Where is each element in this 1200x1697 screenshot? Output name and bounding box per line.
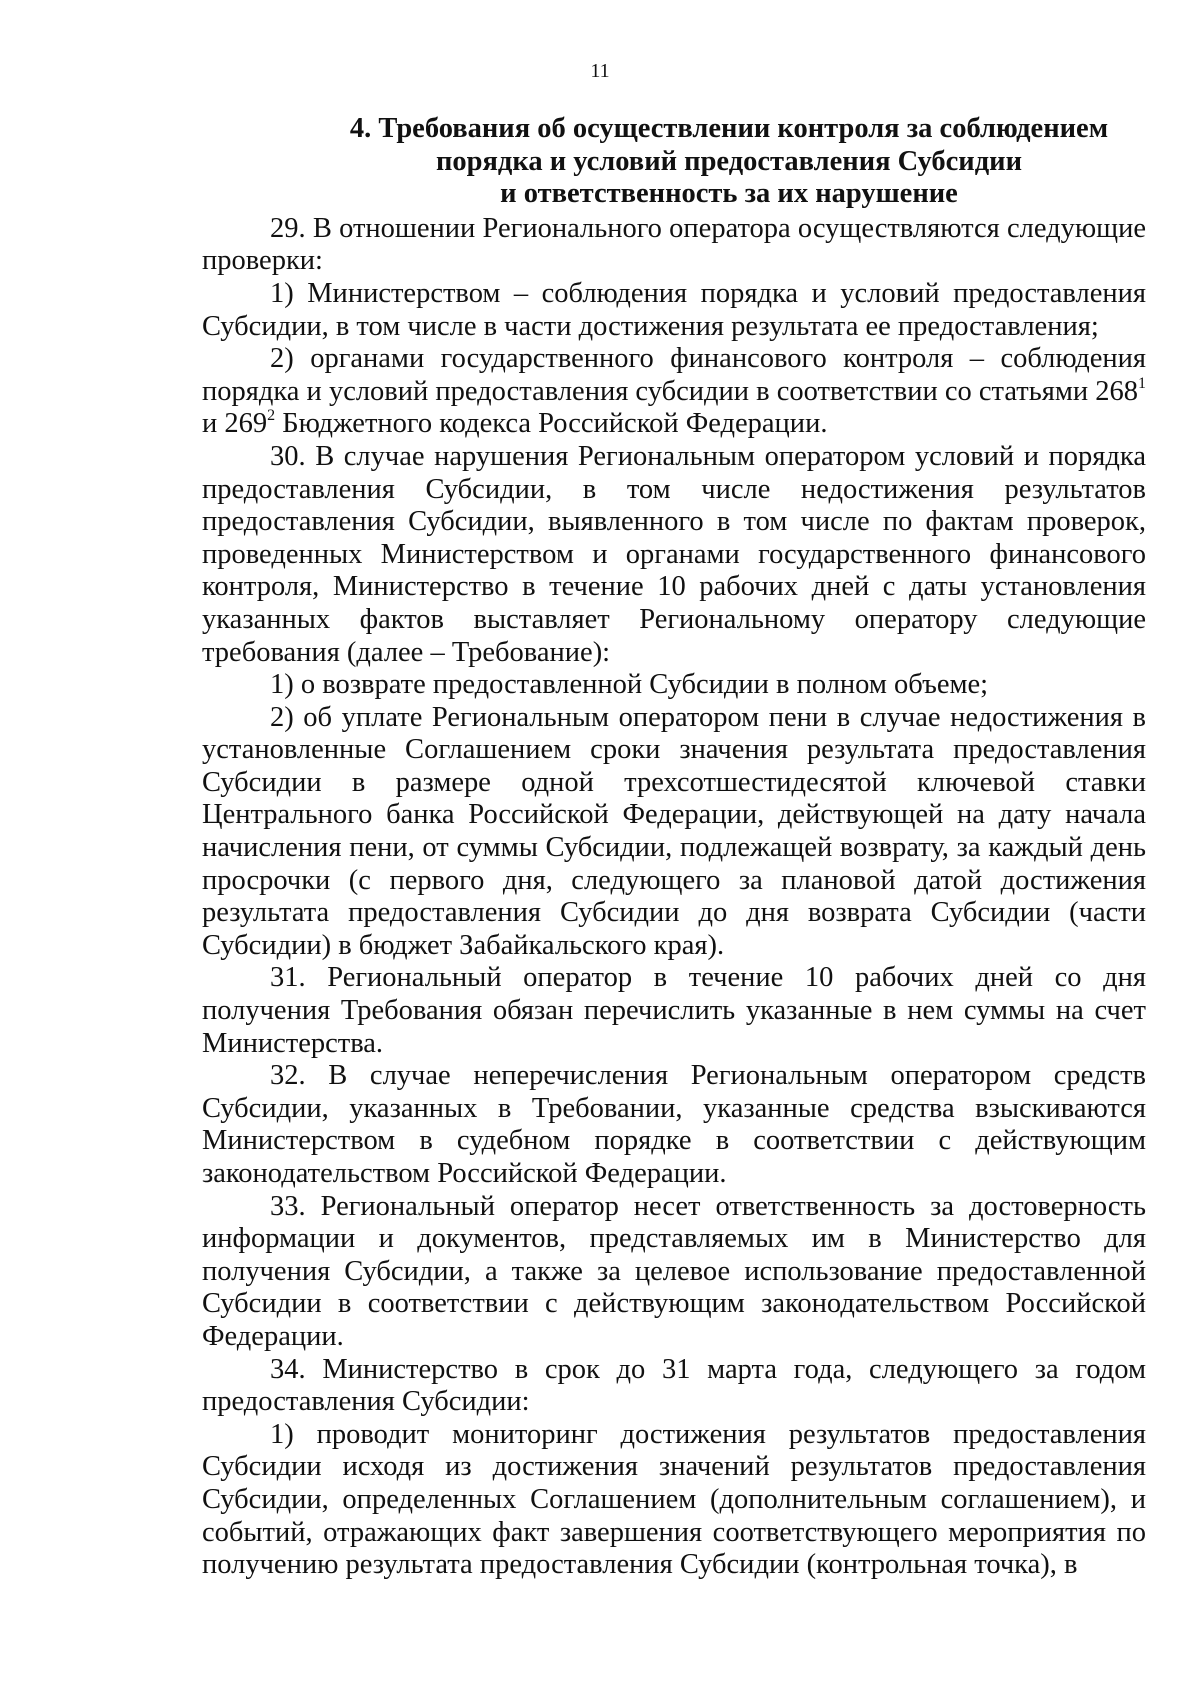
paragraph-29-item-2-text-b: и 269 [202, 408, 268, 440]
superscript-2: 2 [267, 407, 276, 425]
document-body [202, 113, 1146, 1582]
heading-line-1: 4. Требования об осуществлении контроля за соблюдением [349, 113, 1109, 144]
paragraph-30-item-2: 2) об уплате Региональным оператором пени в случае недостижения в установленные Соглашением сроки значения результата предоставления Субсидии в размере одной трехсотшестидесятой ключевой ставки Центрального банка Российской Федерации, действующей на дату начала начисления пени, от суммы Субсидии, подлежащей возврату, за каждый день просрочки (с первого дня, следующего за плановой датой достижения результата предоставления Субсидии до дня возврата Субсидии (части Субсидии) в бюджет Забайкальского края). [202, 701, 1146, 961]
paragraph-32: 32. В случае неперечисления Региональным оператором средств Субсидии, указанных в Требовании, указанные средства взыскиваются Министерством в судебном порядке в соответствии с действующим законодательством Российской Федерации. [202, 1060, 1146, 1189]
paragraph-31: 31. Региональный оператор в течение 10 рабочих дней со дня получения Требования обязан перечислить указанные в нем суммы на счет Министерства. [202, 962, 1146, 1059]
paragraph-29-item-2-text-a: 2) органами государственного финансового контроля – соблюдения порядка и условий предоставления субсидии в соответствии со статьями 268 [202, 343, 1146, 407]
paragraph-34: 34. Министерство в срок до 31 марта года, следующего за годом предоставления Субсидии: [202, 1353, 1146, 1418]
paragraph-29-item-2 [202, 343, 1146, 441]
paragraph-29-item-1: 1) Министерством – соблюдения порядка и условий предоставления Субсидии, в том числе в части достижения результата ее предоставления; [202, 277, 1146, 342]
paragraph-33: 33. Региональный оператор несет ответственность за достоверность информации и документов, представляемых им в Министерство для получения Субсидии, а также за целевое использование предоставленной Субсидии в соответствии с действующим законодательством Российской Федерации. [202, 1190, 1146, 1352]
paragraph-29-item-2-text-c: Бюджетного кодекса Российской Федерации. [275, 408, 828, 440]
section-heading [202, 113, 1146, 211]
paragraph-30: 30. В случае нарушения Региональным оператором условий и порядка предоставления Субсидии, в том числе недостижения результатов предоставления Субсидии, выявленного в том числе по фактам проверок, проведенных Министерством и органами государственного финансового контроля, Министерство в течение 10 рабочих дней с даты установления указанных фактов выставляет Региональному оператору следующие требования (далее – Требование): [202, 440, 1146, 668]
paragraph-30-item-1: 1) о возврате предоставленной Субсидии в полном объеме; [270, 669, 989, 701]
superscript-1: 1 [1138, 374, 1146, 392]
paragraph-34-item-1: 1) проводит мониторинг достижения результатов предоставления Субсидии исходя из достижения значений результатов предоставления Субсидии, определенных Соглашением (дополнительным соглашением), и событий, отражающих факт завершения соответствующего мероприятия по получению результата предоставления Субсидии (контрольная точка), в [202, 1418, 1146, 1581]
heading-line-2: порядка и условий предоставления Субсидии [435, 145, 1022, 177]
paragraph-29: 29. В отношении Регионального оператора осуществляются следующие проверки: [202, 212, 1146, 277]
page-number: 11 [590, 60, 610, 82]
heading-line-3: и ответственность за их нарушение [500, 178, 958, 210]
